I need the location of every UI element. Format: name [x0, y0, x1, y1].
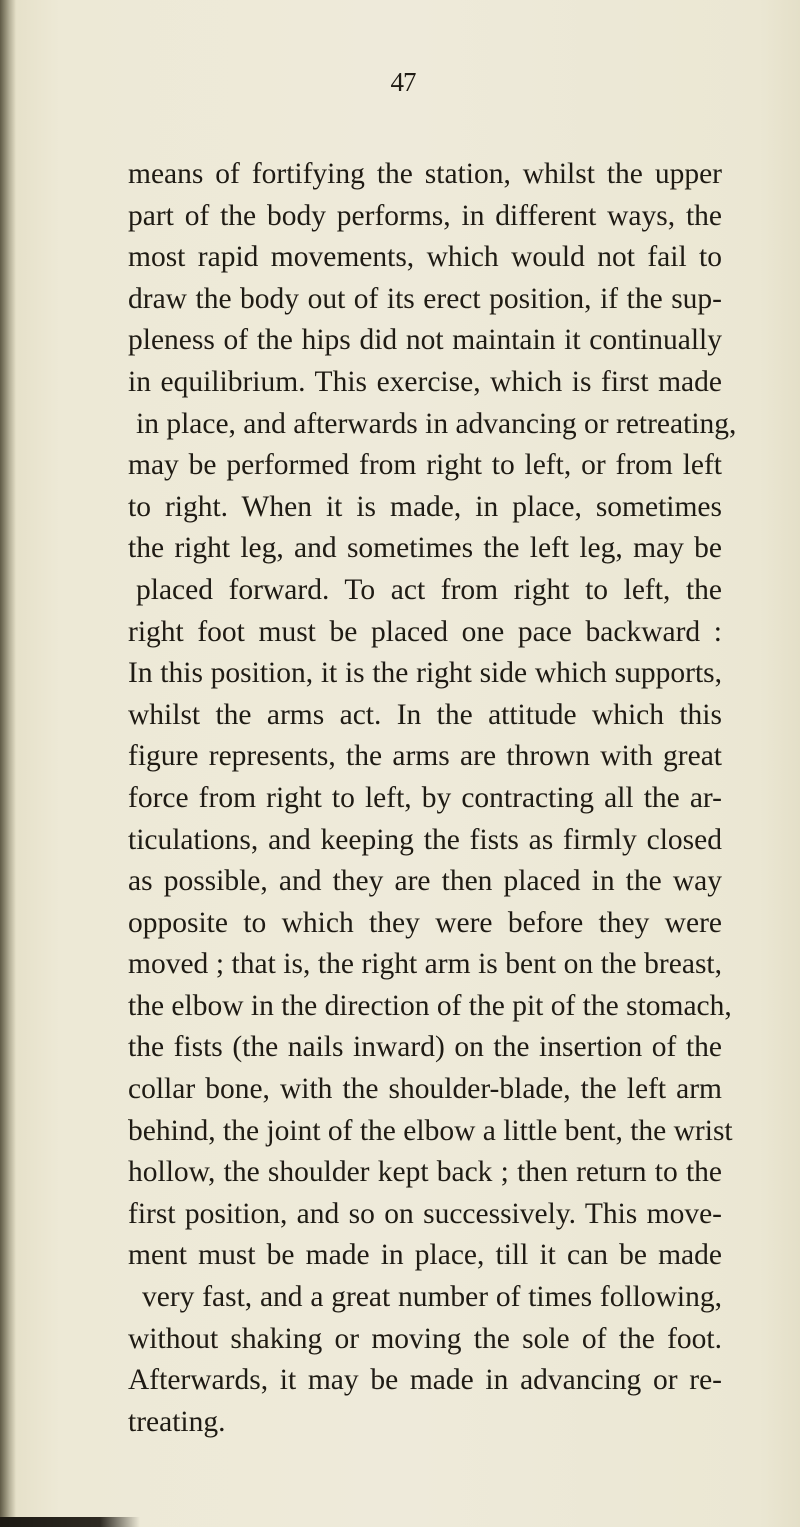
text-line-16: force from right to left, by contracting all the ar- [128, 781, 722, 814]
text-line-18: as possible, and they are then placed in the way [128, 865, 722, 898]
binding-edge [0, 0, 16, 1527]
text-line-23: collar bone, with the shoulder-blade, the left arm [128, 1073, 722, 1106]
text-line-13: In this position, it is the right side which supports, [128, 657, 722, 690]
text-line-7: in place, and afterwards in advancing or retreating, [136, 407, 737, 440]
text-line-15: figure represents, the arms are thrown with great [128, 740, 722, 773]
text-line-6: in equilibrium. This exercise, which is first made [128, 365, 722, 398]
page-number: 47 [390, 67, 416, 97]
text-line-1: means of fortifying the station, whilst the upper [128, 158, 722, 190]
text-line-31: treating. [128, 1405, 226, 1438]
text-line-11: placed forward. To act from right to left, the [136, 573, 722, 606]
text-line-22: the fists (the nails inward) on the insertion of the [128, 1031, 722, 1064]
text-line-29: without shaking or moving the sole of the foot. [128, 1322, 722, 1355]
body-text [128, 154, 737, 1443]
text-line-26: first position, and so on successively. This move- [128, 1197, 722, 1230]
text-line-10: the right leg, and sometimes the left leg, may be [128, 532, 722, 565]
text-line-24: behind, the joint of the elbow a little bent, the wrist [128, 1114, 733, 1147]
text-line-25: hollow, the shoulder kept back ; then return to the [128, 1156, 722, 1189]
text-line-27: ment must be made in place, till it can be made [128, 1239, 722, 1272]
text-line-2: part of the body performs, in different ways, the [128, 199, 722, 232]
text-line-21: the elbow in the direction of the pit of the stomach, [128, 989, 732, 1022]
text-line-14: whilst the arms act. In the attitude which this [128, 698, 722, 731]
text-line-5: pleness of the hips did not maintain it continually [128, 324, 722, 357]
text-line-28: very fast, and a great number of times following, [142, 1281, 722, 1314]
bottom-edge-shadow [0, 1517, 140, 1527]
text-line-8: may be performed from right to left, or from left [128, 449, 722, 482]
text-line-20: moved ; that is, the right arm is bent on the breast, [128, 948, 722, 981]
text-line-17: ticulations, and keeping the fists as firmly closed [128, 823, 722, 856]
text-line-30: Afterwards, it may be made in advancing or re- [128, 1364, 722, 1397]
text-line-4: draw the body out of its erect position, if the sup- [128, 282, 722, 315]
text-line-19: opposite to which they were before they were [128, 906, 722, 939]
text-line-9: to right. When it is made, in place, sometimes [128, 490, 722, 523]
text-line-12: right foot must be placed one pace backward : [128, 615, 722, 648]
text-line-3: most rapid movements, which would not fail to [128, 241, 722, 274]
